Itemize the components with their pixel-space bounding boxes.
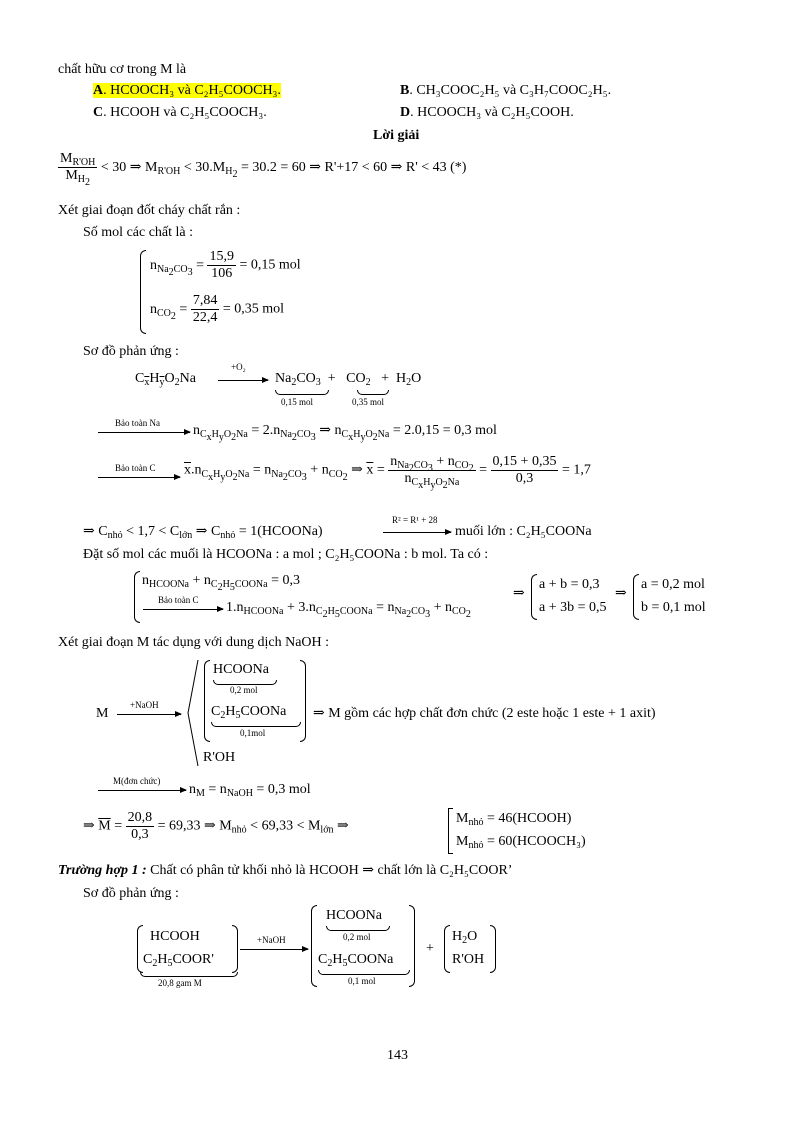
option-d[interactable] — [400, 106, 574, 120]
m-small-1: $M_{nhỏ}$ = 46(HCOOH) — [456, 811, 572, 828]
step-set-mol: Đặt số mol các muối là HCOONa : a mol ; C₂H₅COONa : b mol. Ta có : — [83, 547, 489, 562]
reactant-c2h5coor: $C_2H_5COOR'$ — [143, 952, 214, 969]
bt-na-eq: $n_{C_xH_yO_2Na} = 2.n_{Na_2CO_3}$ ⇒ $n_{C_xH_yO_2Na} = 2.0,15 = 0,3$ mol — [193, 423, 497, 443]
qty-c2h5coona: 0,1mol — [240, 728, 266, 738]
step-naoh: Xét giai đoạn M tác dụng với dung dịch NaOH : — [58, 635, 330, 650]
roh: R'OH — [203, 750, 236, 765]
implies: ⇒ — [513, 586, 525, 601]
case-1: Trường hợp 1 : Chất có phân tử khối nhỏ là HCOOH ⇒ chất lớn là C₂H₅COOR’ — [58, 863, 513, 878]
left-brace — [140, 250, 146, 334]
naoh-label-2: +NaOH — [257, 935, 286, 945]
product-roh: R'OH — [452, 952, 485, 967]
plus: + — [426, 941, 434, 956]
sys-eq2: $1.n_{HCOONa} + 3.n_{C_2H_5COONa} = n_{Na_2CO_3} + n_{CO_2}$ — [226, 600, 471, 620]
qty-hcoona-2: 0,2 mol — [343, 932, 371, 942]
solution-title: Lời giải — [373, 128, 420, 143]
option-a[interactable] — [93, 84, 281, 98]
intro-text: chất hữu cơ trong M là — [58, 62, 187, 77]
option-b[interactable] — [400, 84, 611, 98]
arrow — [383, 532, 451, 533]
left-brace — [531, 574, 537, 620]
left-brace — [204, 660, 210, 742]
m-don-chuc-label: M(đơn chức) — [113, 776, 161, 786]
bracket — [448, 808, 453, 854]
qty-co2: 0,35 mol — [352, 397, 385, 407]
mbar-eq: ⇒ $\overline{M}$ = $\frac{20,8}{0,3}$ = 69,33 ⇒ $M_{nhỏ} < 69,33 < M_{lớn}$ ⇒ — [83, 810, 349, 842]
left-brace — [134, 571, 140, 623]
option-d-letter: D — [400, 105, 411, 120]
m-label: M — [96, 706, 109, 721]
option-a-text: . HCOOCH₃ và C₂H₅COOCH₃. — [103, 83, 281, 98]
left-brace — [444, 925, 450, 973]
sol-a: a = 0,2 mol — [641, 577, 705, 592]
sys-ab1: a + b = 0,3 — [539, 577, 600, 592]
naoh-label: +NaOH — [130, 700, 159, 710]
c-compare: ⇒ $C_{nhỏ} < 1,7 < C_{lớn}$ ⇒ $C_{nhỏ}$ = 1(HCOONa) — [83, 524, 323, 541]
sys-eq1: $n_{HCOONa} + n_{C_2H_5COONa} = 0,3$ — [142, 573, 300, 593]
step-burning: Xét giai đoạn đốt cháy chất rắn : — [58, 203, 241, 218]
underbrace — [318, 970, 410, 975]
o2-label: +O₂ — [231, 362, 246, 372]
right-brace — [232, 925, 238, 973]
step-scheme: Sơ đồ phản ứng : — [83, 344, 179, 359]
option-d-text: . HCOOCH₃ và C₂H₅COOH. — [410, 105, 574, 120]
left-brace — [633, 574, 639, 620]
m-conclusion: ⇒ M gồm các hợp chất đơn chức (2 este hoặc 1 este + 1 axit) — [313, 706, 656, 721]
step-scheme-2: Sơ đồ phản ứng : — [83, 886, 179, 901]
qty-na2co3: 0,15 mol — [281, 397, 314, 407]
arrow — [98, 432, 190, 433]
right-brace — [490, 925, 496, 973]
mol-na2co3: $n_{Na_2CO_3}$ = $\frac{15,9}{106}$ = 0,15 mol — [150, 249, 301, 281]
arrow — [218, 380, 268, 381]
product-c2h5coona: $C_2H_5COONa$ — [318, 952, 394, 969]
product-h2o: $H_2O$ — [452, 929, 478, 946]
equation-1: $\frac{M_{R'OH}}{M_{H_2}}$ < 30 ⇒ $M_{R'OH} < 30.M_{H_2} = 30.2 = 60$ ⇒ R'+17 < 60 ⇒ R' < 43 (*) — [60, 151, 467, 188]
big-salt: muối lớn : C₂H₅COONa — [455, 524, 592, 539]
page-number: 143 — [387, 1048, 408, 1063]
reactant-hcooh: HCOOH — [150, 929, 200, 944]
option-b-text: . CH₃COOC₂H₅ và C₃H₇COOC₂H₅. — [409, 83, 612, 98]
nm-eq: $n_M = n_{NaOH} = 0,3$ mol — [189, 782, 311, 799]
arrow — [240, 949, 308, 950]
qty-hcoona: 0,2 mol — [230, 685, 258, 695]
option-c-text: . HCOOH và C₂H₅COOCH₃. — [103, 105, 267, 120]
arrow — [98, 790, 186, 791]
sys-ab2: a + 3b = 0,5 — [539, 600, 607, 615]
product-hcoona: HCOONa — [326, 908, 382, 923]
left-brace — [311, 905, 317, 987]
step-mol: Số mol các chất là : — [83, 225, 194, 240]
na2co3: $Na_2CO_3 + CO_2 + H_2O$ — [275, 371, 422, 388]
implies: ⇒ — [615, 586, 627, 601]
right-brace — [300, 660, 306, 742]
arrow — [143, 609, 223, 610]
arrow — [98, 477, 180, 478]
right-brace — [409, 905, 415, 987]
qty-c2h5coona-2: 0,1 mol — [348, 976, 376, 986]
underbrace — [140, 972, 238, 977]
m-small-2: $M_{nhỏ}$ = 60(HCOOCH₃) — [456, 834, 586, 851]
angle-bracket — [186, 658, 200, 768]
option-a-letter: A — [93, 83, 104, 98]
mol-co2: $n_{CO_2}$ = $\frac{7,84}{22,4}$ = 0,35 mol — [150, 293, 284, 325]
option-c-letter: C — [93, 105, 104, 120]
underbrace — [357, 390, 389, 395]
r-relation: R² = R¹ + 28 — [392, 515, 438, 525]
m-comp-c2h5coona: $C_2H_5COONa$ — [211, 704, 287, 721]
option-b-letter: B — [400, 83, 410, 98]
underbrace — [275, 390, 329, 395]
sol-b: b = 0,1 mol — [641, 600, 706, 615]
underbrace — [211, 722, 301, 727]
underbrace — [326, 926, 390, 931]
reaction-burn: $C_{\overline{x}}H_{\overline{y}}O_2Na$ — [135, 371, 196, 388]
m-comp-hcoona: HCOONa — [213, 662, 269, 677]
bt-c-label-2: Bảo toàn C — [158, 595, 199, 605]
bt-na-label: Bảo toàn Na — [115, 418, 160, 428]
option-c[interactable] — [93, 106, 267, 120]
mass-m: 20,8 gam M — [158, 978, 202, 988]
bt-c-label: Bảo toàn C — [115, 463, 156, 473]
arrow — [117, 714, 181, 715]
bt-c-eq: $\overline{x}.n_{C_xH_yO_2Na} = n_{Na_2CO_3} + n_{CO_2}$ ⇒ $\overline{x}$ = $\frac{n_{Na_2CO_3} + n_{CO_2}}{n_{C_xH_yO_2Na}}$ = $\frac{0,15 + 0,35}{0,3}$ = 1,7 — [184, 454, 591, 491]
